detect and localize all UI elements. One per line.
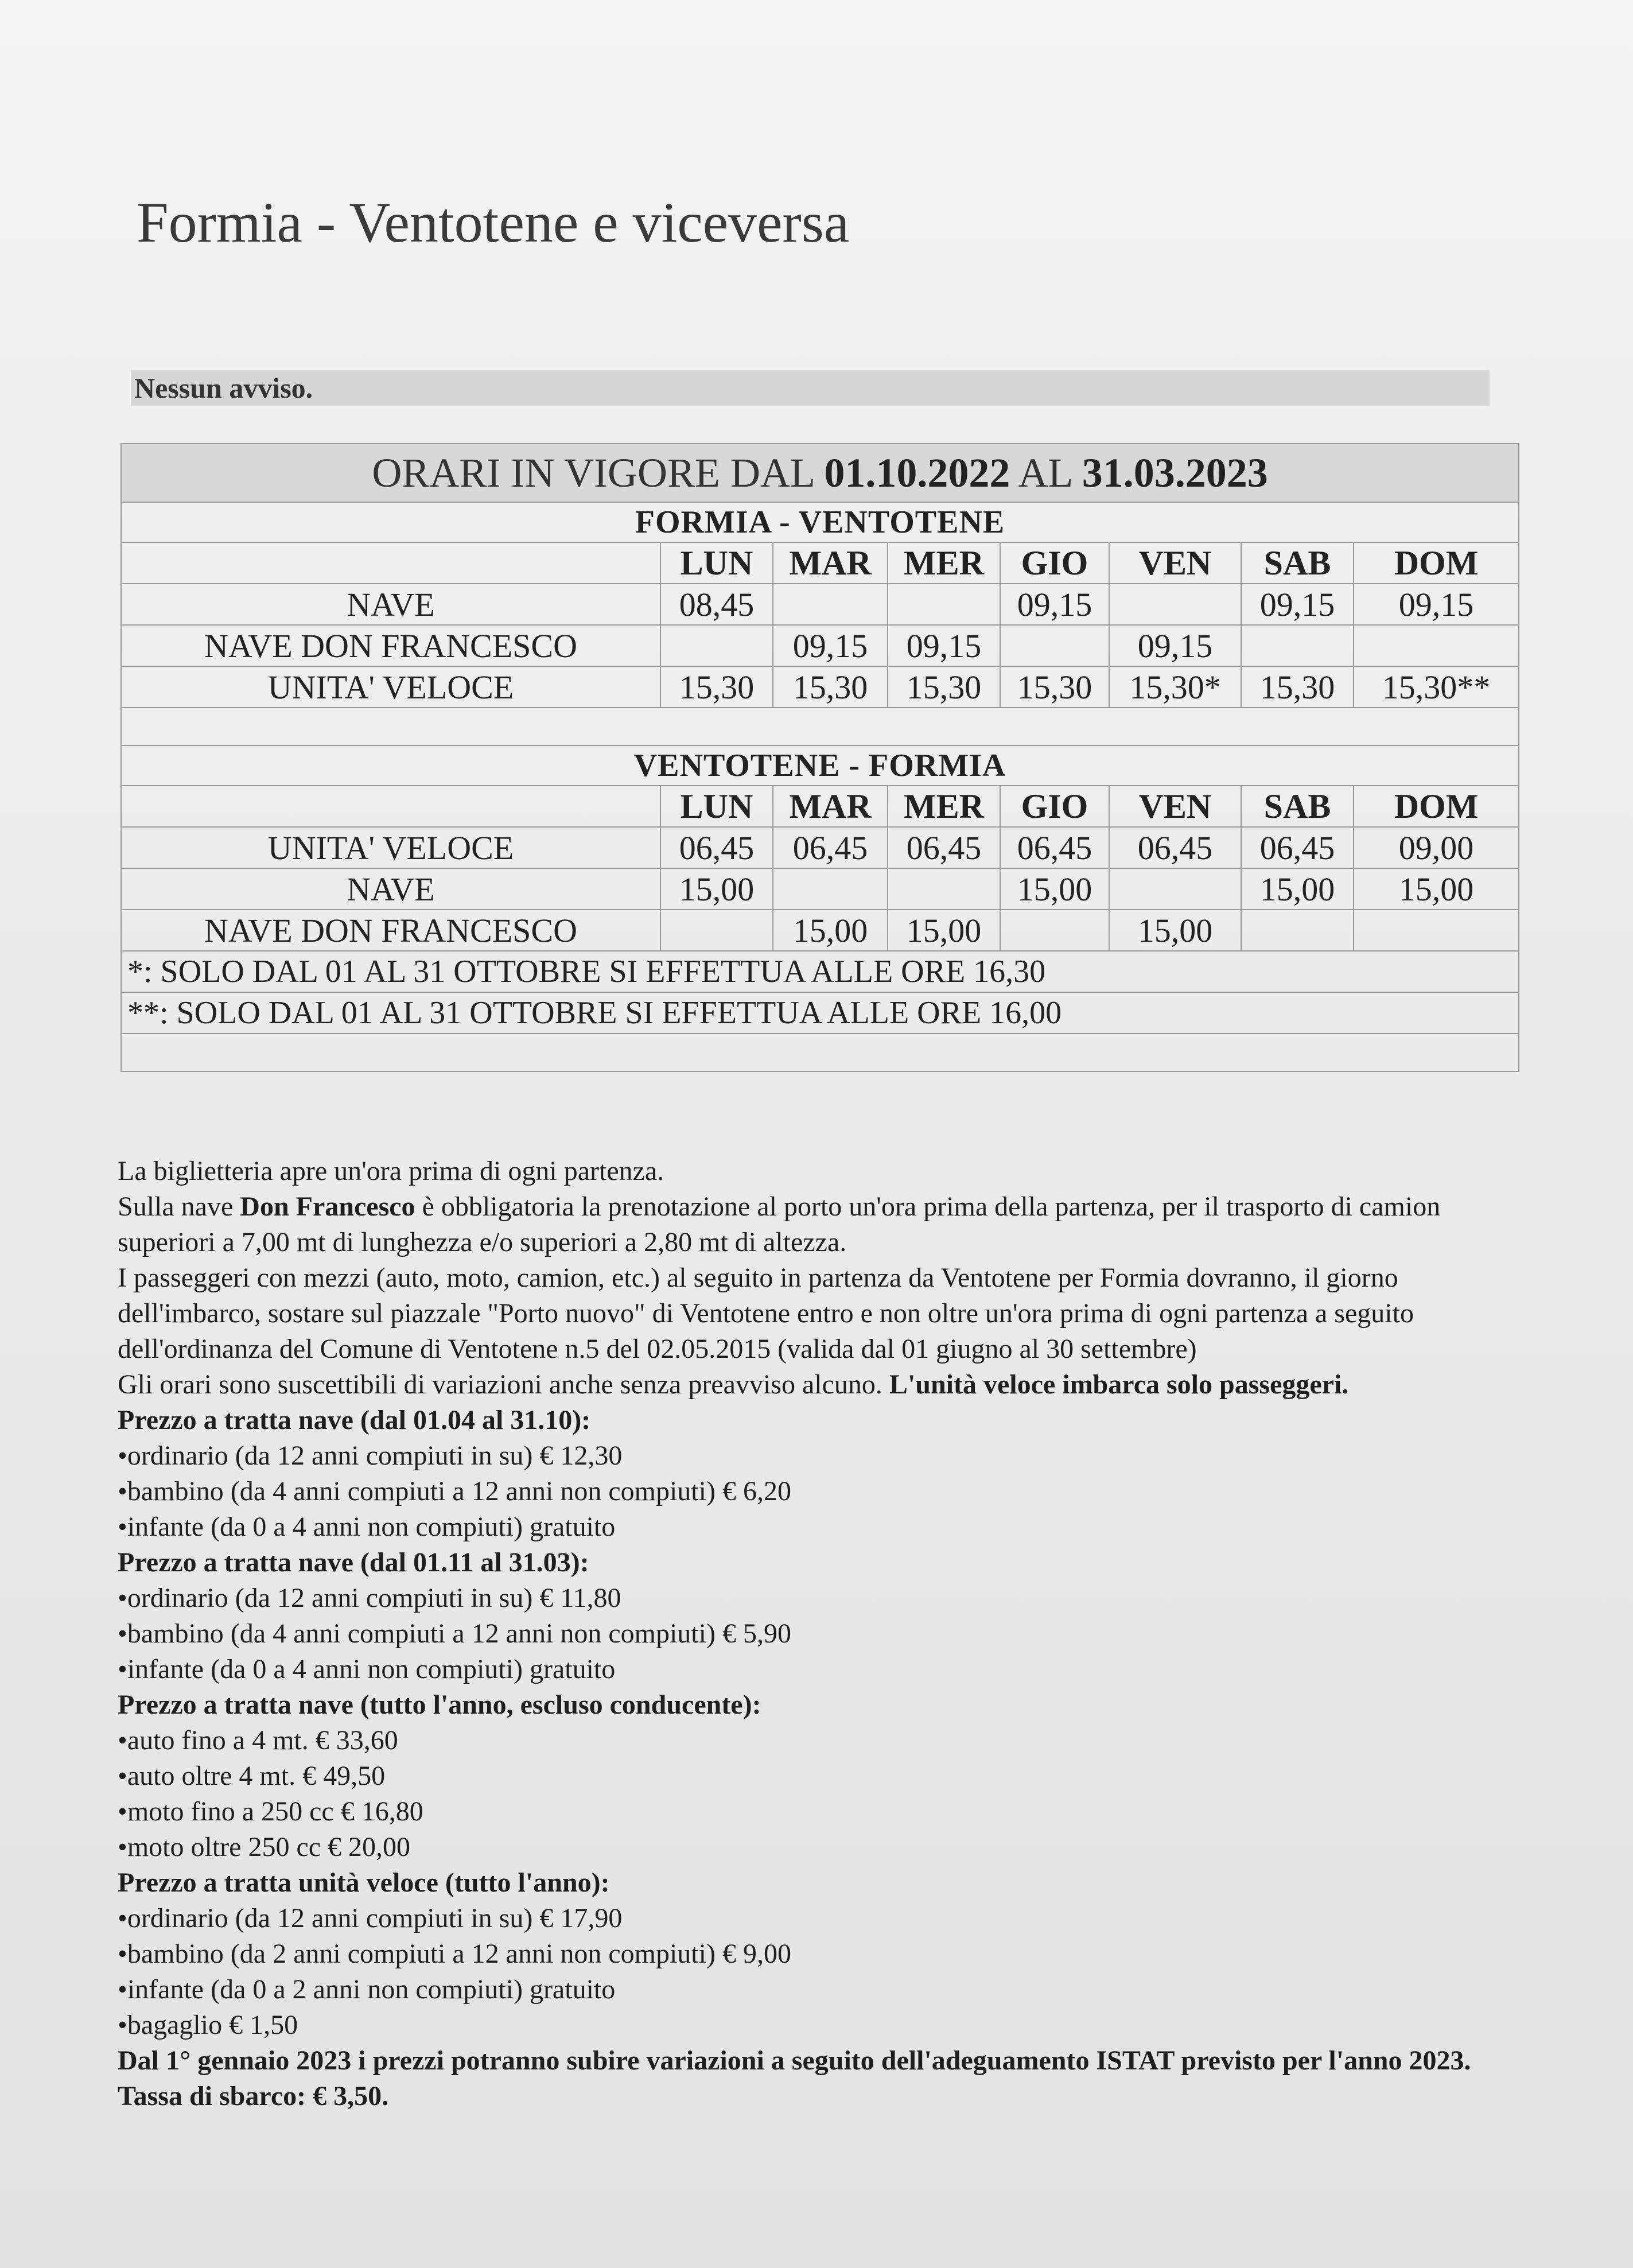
route-label: NAVE <box>121 868 660 910</box>
price-item: • ordinario (da 12 anni compiuti in su) € 11,80 <box>118 1580 1529 1616</box>
day-header: VEN <box>1109 542 1241 584</box>
time-cell <box>660 910 773 951</box>
time-cell: 09,15 <box>1354 584 1519 625</box>
day-header: MER <box>888 786 1000 827</box>
time-cell: 15,30 <box>660 666 773 708</box>
info-paragraph: I passeggeri con mezzi (auto, moto, camion, etc.) al seguito in partenza da Ventotene per Formia dovranno, il giorno dell'imbarco, sostare sul piazzale "Porto nuovo" di Ventotene entro e non oltre un'ora prima di ogni partenza a seguito dell'ordinanza del Comune di Ventotene n.5 del 02.05.2015 (valida dal 01 giugno al 30 settembre) <box>118 1263 1414 1364</box>
day-header: SAB <box>1241 542 1354 584</box>
time-cell <box>1000 625 1109 666</box>
time-cell <box>773 868 888 910</box>
time-cell: 15,30 <box>1241 666 1354 708</box>
route-label: NAVE DON FRANCESCO <box>121 910 660 951</box>
landing-tax: Tassa di sbarco: € 3,50. <box>118 2081 389 2111</box>
time-cell: 15,00 <box>1241 868 1354 910</box>
time-cell <box>1241 910 1354 951</box>
day-header: GIO <box>1000 542 1109 584</box>
time-cell: 06,45 <box>1241 827 1354 868</box>
spacer-row <box>121 1034 1519 1071</box>
info-paragraph: Gli orari sono suscettibili di variazioni anche senza preavviso alcuno. L'unità veloce imbarca solo passeggeri. <box>118 1369 1349 1400</box>
route-label: NAVE DON FRANCESCO <box>121 625 660 666</box>
route-label: UNITA' VELOCE <box>121 827 660 868</box>
price-item: • infante (da 0 a 4 anni non compiuti) gratuito <box>118 1509 1529 1545</box>
time-cell: 15,30* <box>1109 666 1241 708</box>
table-row <box>121 625 1519 666</box>
time-cell: 06,45 <box>1109 827 1241 868</box>
time-cell: 08,45 <box>660 584 773 625</box>
schedule-table <box>120 443 1519 1072</box>
time-cell: 06,45 <box>773 827 888 868</box>
time-cell <box>660 625 773 666</box>
price-item: • auto oltre 4 mt. € 49,50 <box>118 1758 1529 1794</box>
time-cell: 09,15 <box>1241 584 1354 625</box>
time-cell: 15,30** <box>1354 666 1519 708</box>
price-item: • infante (da 0 a 4 anni non compiuti) gratuito <box>118 1652 1529 1687</box>
price-item: • infante (da 0 a 2 anni non compiuti) gratuito <box>118 1972 1529 2007</box>
time-cell: 15,00 <box>888 910 1000 951</box>
time-cell: 09,15 <box>1109 625 1241 666</box>
day-header-row <box>121 542 1519 584</box>
footnote: *: SOLO DAL 01 AL 31 OTTOBRE SI EFFETTUA ALLE ORE 16,30 <box>121 951 1519 992</box>
table-row <box>121 584 1519 625</box>
info-paragraph: Sulla nave Don Francesco è obbligatoria la prenotazione al porto un'ora prima della partenza, per il trasporto di camion superiori a 7,00 mt di lunghezza e/o superiori a 2,80 mt di altezza. <box>118 1191 1441 1257</box>
footnote: **: SOLO DAL 01 AL 31 OTTOBRE SI EFFETTUA ALLE ORE 16,00 <box>121 992 1519 1034</box>
time-cell: 15,30 <box>773 666 888 708</box>
time-cell: 06,45 <box>660 827 773 868</box>
day-header: VEN <box>1109 786 1241 827</box>
time-cell: 09,00 <box>1354 827 1519 868</box>
time-cell: 06,45 <box>888 827 1000 868</box>
time-cell <box>888 868 1000 910</box>
time-cell: 15,00 <box>1000 868 1109 910</box>
time-cell <box>1109 584 1241 625</box>
day-header: LUN <box>660 786 773 827</box>
day-header: MAR <box>773 786 888 827</box>
table-row <box>121 666 1519 708</box>
day-header: GIO <box>1000 786 1109 827</box>
day-header: DOM <box>1354 786 1519 827</box>
time-cell: 15,00 <box>1109 910 1241 951</box>
section-title-outbound: FORMIA - VENTOTENE <box>121 502 1519 542</box>
price-heading: Prezzo a tratta nave (tutto l'anno, escluso conducente): <box>118 1690 761 1720</box>
day-header: DOM <box>1354 542 1519 584</box>
price-heading: Prezzo a tratta unità veloce (tutto l'anno): <box>118 1867 610 1898</box>
price-item: • auto fino a 4 mt. € 33,60 <box>118 1723 1529 1758</box>
price-item: • bambino (da 4 anni compiuti a 12 anni non compiuti) € 5,90 <box>118 1616 1529 1652</box>
price-item: • ordinario (da 12 anni compiuti in su) € 12,30 <box>118 1438 1529 1474</box>
schedule-heading-row <box>121 444 1519 502</box>
table-row <box>121 827 1519 868</box>
day-header: SAB <box>1241 786 1354 827</box>
price-item: • ordinario (da 12 anni compiuti in su) € 17,90 <box>118 1901 1529 1936</box>
day-header: MAR <box>773 542 888 584</box>
price-item: • bagaglio € 1,50 <box>118 2007 1529 2043</box>
time-cell: 09,15 <box>1000 584 1109 625</box>
price-item: • moto fino a 250 cc € 16,80 <box>118 1794 1529 1830</box>
info-paragraph: La biglietteria apre un'ora prima di ogni partenza. <box>118 1156 664 1186</box>
price-item: • bambino (da 2 anni compiuti a 12 anni non compiuti) € 9,00 <box>118 1936 1529 1972</box>
time-cell <box>1354 625 1519 666</box>
time-cell: 15,00 <box>1354 868 1519 910</box>
schedule-heading: ORARI IN VIGORE DAL 01.10.2022 AL 31.03.2023 <box>121 444 1519 502</box>
time-cell <box>1000 910 1109 951</box>
time-cell <box>773 584 888 625</box>
time-cell <box>1109 868 1241 910</box>
time-cell <box>888 584 1000 625</box>
price-heading: Prezzo a tratta nave (dal 01.04 al 31.10): <box>118 1405 591 1435</box>
istat-notice: Dal 1° gennaio 2023 i prezzi potranno subire variazioni a seguito dell'adeguamento ISTAT previsto per l'anno 2023. <box>118 2045 1471 2076</box>
time-cell: 09,15 <box>888 625 1000 666</box>
route-label: UNITA' VELOCE <box>121 666 660 708</box>
time-cell <box>1241 625 1354 666</box>
day-header: MER <box>888 542 1000 584</box>
time-cell: 15,30 <box>888 666 1000 708</box>
day-header-row <box>121 786 1519 827</box>
time-cell: 06,45 <box>1000 827 1109 868</box>
price-item: • moto oltre 250 cc € 20,00 <box>118 1830 1529 1865</box>
price-item: • bambino (da 4 anni compiuti a 12 anni non compiuti) € 6,20 <box>118 1474 1529 1509</box>
section-title-return: VENTOTENE - FORMIA <box>121 745 1519 786</box>
price-heading: Prezzo a tratta nave (dal 01.11 al 31.03): <box>118 1547 589 1578</box>
page-title: Formia - Ventotene e viceversa <box>137 191 850 254</box>
table-row <box>121 868 1519 910</box>
time-cell <box>1354 910 1519 951</box>
route-label: NAVE <box>121 584 660 625</box>
info-section <box>118 1154 1529 2114</box>
notice-bar: Nessun avviso. <box>131 370 1490 406</box>
time-cell: 15,00 <box>660 868 773 910</box>
table-row <box>121 910 1519 951</box>
spacer-row <box>121 708 1519 745</box>
day-header: LUN <box>660 542 773 584</box>
time-cell: 15,00 <box>773 910 888 951</box>
time-cell: 15,30 <box>1000 666 1109 708</box>
time-cell: 09,15 <box>773 625 888 666</box>
